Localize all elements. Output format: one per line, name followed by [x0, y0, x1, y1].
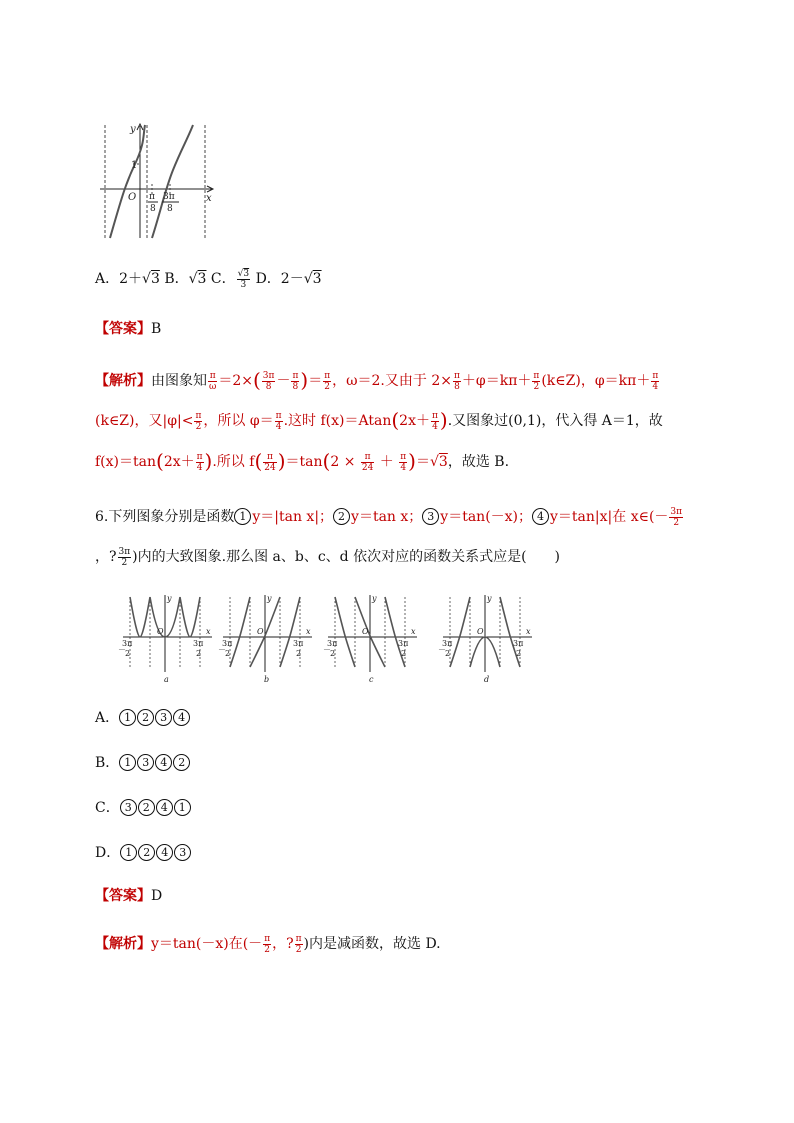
graph-x-label: x: [411, 627, 416, 636]
graph-left-tick-num: 3π: [327, 639, 338, 648]
circle-3: 3: [422, 508, 439, 525]
graph-right-tick-den: 2: [516, 649, 522, 658]
sqrt-symbol: √: [142, 271, 151, 287]
graph-left-tick-num: 3π: [442, 639, 453, 648]
graph-left-tick-den: 2: [330, 649, 336, 658]
option-circled-number: 4: [173, 709, 190, 726]
graph-caption: d: [484, 675, 490, 684]
graph-origin-label: O: [362, 627, 369, 636]
choice-c-text: C．: [210, 271, 236, 287]
graph-origin-label: O: [257, 627, 264, 636]
graph1-x-label: x: [206, 193, 212, 204]
q5-analysis-line2: (k∈Z)，又|φ|< $\frac{\pi}{2}$ ，所以 φ＝ $\frac{\pi}{4}$ .这时 f(x)＝Atan(2x＋ $\frac{\pi}{4}$ ).又图象过(0,1)，代入得 A＝1，故: [95, 408, 663, 432]
graph1-tick-3pi: 3π: [163, 192, 175, 202]
answer-value: B: [151, 321, 162, 337]
graph-right-tick-num: 3π: [513, 639, 524, 648]
q6-graph-a: [120, 592, 215, 684]
choice-a-root: 3: [150, 271, 160, 287]
option-circled-number: 1: [174, 799, 191, 816]
circle-1: 1: [234, 508, 251, 525]
option-circled-number: 3: [155, 709, 172, 726]
option-circled-number: 1: [119, 754, 136, 771]
graph-left-tick-den: 2: [125, 649, 131, 658]
option-circled-number: 3: [174, 844, 191, 861]
option-circled-number: 3: [137, 754, 154, 771]
q6-graph-b: [220, 592, 315, 684]
q6-answer: 【答案】D: [95, 888, 163, 904]
q5-choices: A．2＋√3 B．√3 C． $\frac{√3}{3}$ D．2－√3: [95, 268, 322, 290]
graph-left-tick-num: 3π: [122, 639, 133, 648]
q6-graph-d: [440, 592, 535, 684]
graph1-tick-8a: 8: [150, 204, 156, 214]
graph-x-label: x: [526, 627, 531, 636]
graph-left-tick-num: 3π: [222, 639, 233, 648]
q6-option-1[interactable]: [95, 707, 191, 729]
option-circled-number: 2: [138, 844, 155, 861]
graph-right-tick-num: 3π: [193, 639, 204, 648]
graph-right-tick-num: 3π: [398, 639, 409, 648]
graph-caption: b: [264, 675, 270, 684]
q5-analysis-line3: f(x)＝tan(2x＋ $\frac{\pi}{4}$ ).所以 f( $\frac{\pi}{24}$ )＝tan(2 × $\frac{\pi}{24}$ ＋ $\frac{\pi}{4}$ )＝√3，故选 B.: [95, 449, 510, 473]
q6-graph-c: [325, 592, 420, 684]
option-letter: D．: [95, 845, 121, 861]
choice-a-text: A．2＋: [95, 271, 143, 287]
q6-option-4[interactable]: [95, 842, 192, 864]
graph-minus: －: [218, 645, 226, 654]
graph-right-tick-den: 2: [296, 649, 302, 658]
choice-b-root: 3: [197, 271, 207, 287]
option-letter: B．: [95, 755, 120, 771]
graph1-origin-label: O: [128, 192, 137, 203]
graph-origin-label: O: [157, 627, 164, 636]
graph-right-tick-den: 2: [196, 649, 202, 658]
option-letter: C．: [95, 800, 120, 816]
choice-d-root: 3: [312, 271, 322, 287]
q5-analysis-line1: 【解析】由图象知 $\frac{\pi}{\omega}$ ＝2×( $\frac{3\pi}{8}$ － $\frac{\pi}{8}$ )＝ $\frac{\pi}{2}$ ，ω＝2.又由于 2× $\frac{\pi}{8}$ ＋φ＝kπ＋ $\frac{\pi}{2}$ (k∈Z)，φ＝kπ＋ $\frac{\pi}{4}$: [95, 368, 659, 392]
q6-analysis: 【解析】y＝tan(－x)在(－ $\frac{\pi}{2}$ ，? $\frac{\pi}{2}$ )内是减函数，故选 D.: [95, 933, 441, 955]
graph-minus: －: [118, 645, 126, 654]
graph-right-tick-num: 3π: [293, 639, 304, 648]
option-circled-number: 4: [156, 799, 173, 816]
graph-origin-label: O: [477, 627, 484, 636]
circle-2: 2: [333, 508, 350, 525]
choice-b-text: B．: [164, 271, 189, 287]
option-circled-number: 1: [120, 844, 137, 861]
graph-x-label: x: [306, 627, 311, 636]
choice-d-text: D．2－: [255, 271, 304, 287]
graph-caption: a: [164, 675, 169, 684]
graph-y-label: y: [167, 594, 172, 603]
q6-question-line1: 6.下列图象分别是函数 1 y＝|tan x|； 2 y＝tan x； 3 y＝tan(－x)； 4 y＝tan|x|在 x∈(－ $\frac{3\pi}{2}$: [95, 506, 683, 528]
graph-left-tick-den: 2: [445, 649, 451, 658]
q6-question-line2: ，? $\frac{3\pi}{2}$ )内的大致图象.那么图 a、b、c、d 依次对应的函数关系式应是( ): [95, 546, 561, 568]
graph-y-label: y: [372, 594, 377, 603]
q5-answer: [95, 318, 161, 340]
graph-minus: －: [323, 645, 331, 654]
graph-minus: －: [438, 645, 446, 654]
option-circled-number: 3: [120, 799, 137, 816]
graph-right-tick-den: 2: [401, 649, 407, 658]
option-letter: A．: [95, 710, 120, 726]
tan-graph-q5: [95, 120, 220, 242]
graph-left-tick-den: 2: [225, 649, 231, 658]
graph-y-label: y: [487, 594, 492, 603]
q6-option-3[interactable]: [95, 797, 192, 819]
circle-4: 4: [532, 508, 549, 525]
choice-c-frac: $\frac{√3}{3}$: [237, 268, 250, 290]
option-circled-number: 4: [156, 844, 173, 861]
option-circled-number: 4: [155, 754, 172, 771]
answer-label: 【答案】: [95, 321, 151, 337]
graph1-tick-8b: 8: [167, 204, 173, 214]
graph1-y-label: y: [130, 124, 136, 135]
option-circled-number: 2: [173, 754, 190, 771]
graph1-tick-pi: π: [149, 192, 155, 202]
q6-option-2[interactable]: [95, 752, 191, 774]
graph1-1-label: 1: [131, 160, 138, 171]
option-circled-number: 1: [119, 709, 136, 726]
graph-y-label: y: [267, 594, 272, 603]
graph-x-label: x: [206, 627, 211, 636]
option-circled-number: 2: [137, 709, 154, 726]
graph-caption: c: [369, 675, 374, 684]
option-circled-number: 2: [138, 799, 155, 816]
